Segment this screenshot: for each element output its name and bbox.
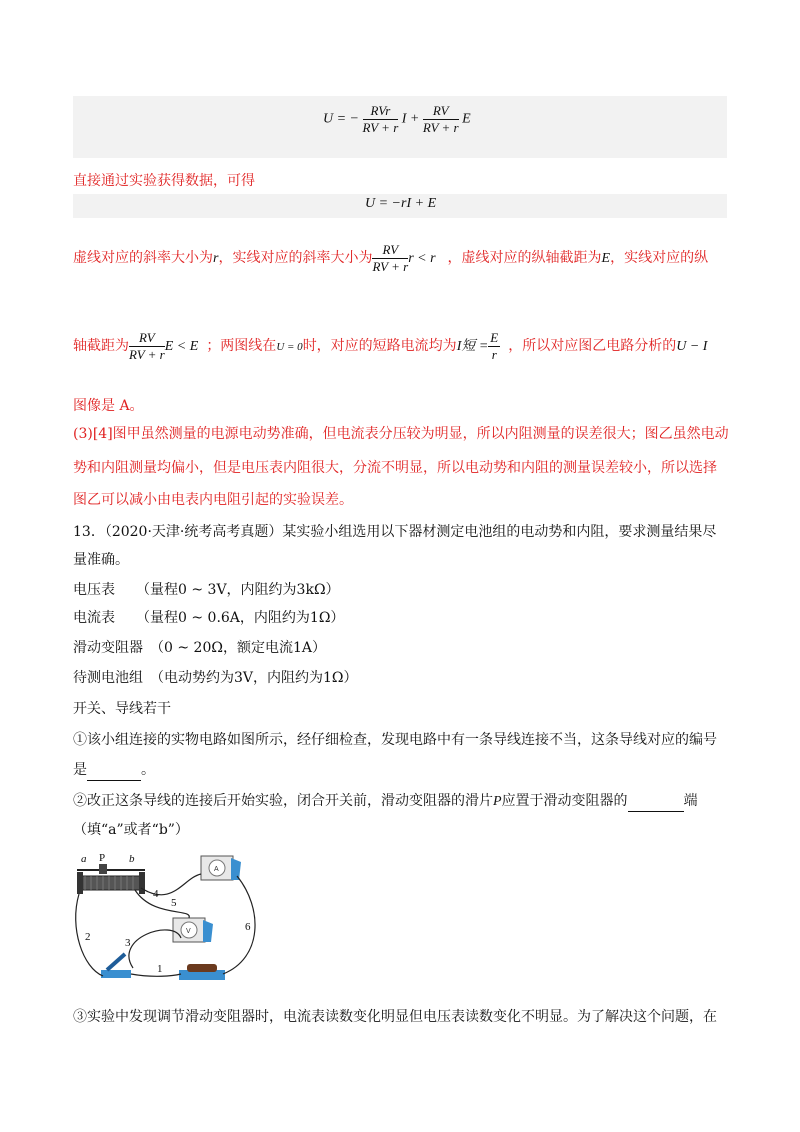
- answer-blank-2[interactable]: [628, 791, 684, 812]
- red2-part2: ，实线对应的斜率大小为: [218, 250, 373, 266]
- equipment-switch-wires: 开关、导线若干: [73, 701, 171, 717]
- red3-frac2-den: r: [491, 346, 497, 362]
- question-13-line-2: 量准确。: [73, 552, 129, 568]
- eq1-frac2-num: RV: [423, 103, 459, 120]
- eq1-tail: E: [462, 111, 471, 127]
- red-text-4: 图像是 A。: [73, 398, 144, 414]
- sub-question-2-end: 端: [683, 793, 698, 809]
- sub-question-1-line-2: [73, 760, 155, 781]
- red3-frac-num: RV: [129, 330, 165, 347]
- equipment-ammeter: 电流表 （量程0 ~ 0.6A，内阻约为1Ω）: [73, 610, 345, 626]
- eq1-fraction-2: [423, 103, 459, 136]
- label-wire-6: 6: [245, 921, 251, 933]
- eq1-mid: I +: [401, 111, 420, 127]
- rheostat-icon: [77, 864, 145, 894]
- label-b: b: [129, 853, 135, 865]
- ammeter-icon: [201, 856, 241, 880]
- red2-part4: ，实线对应的纵: [610, 250, 709, 266]
- red2-fraction: [372, 242, 408, 275]
- label-wire-3: 3: [125, 937, 131, 949]
- red3-ineq: E < E: [164, 339, 199, 354]
- battery-icon: [179, 964, 225, 980]
- label-wire-1: 1: [157, 963, 163, 975]
- equation-box-2: [73, 194, 727, 218]
- red3-cond: U = 0: [276, 341, 303, 353]
- equation-1: [323, 103, 471, 136]
- eq1-lhs: U = −: [323, 111, 360, 127]
- circuit-diagram: [73, 848, 268, 988]
- red-text-6: 势和内阻测量均偏小，但是电压表内阻很大，分流不明显，所以电动势和内阻的测量误差较小，所以选择: [73, 460, 717, 476]
- red-text-2: [73, 232, 708, 284]
- sub-question-2-middle: 应置于滑动变阻器的: [501, 793, 628, 809]
- red2-part1: 虚线对应的斜率大小为: [73, 250, 213, 266]
- sub-question-2-line-2: （填“a”或者“b”）: [73, 822, 189, 838]
- svg-text:A: A: [214, 866, 219, 873]
- sub-question-1-suffix: 。: [141, 762, 155, 778]
- sub-question-1-prefix: 是: [73, 762, 87, 778]
- red2-part3: ，虚线对应的纵轴截距为: [447, 250, 602, 266]
- label-wire-4: 4: [153, 888, 159, 900]
- eq1-frac1-num: RVr: [363, 103, 399, 120]
- question-13-line-1: 13．（2020·天津·统考高考真题）某实验小组选用以下器材测定电池组的电动势和内阻，要求测量结果尽: [73, 524, 717, 540]
- label-a: a: [81, 853, 87, 865]
- sub-question-1-line-1: ①该小组连接的实物电路如图所示，经仔细检查，发现电路中有一条导线连接不当，这条导线对应的编号: [73, 732, 717, 748]
- eq1-frac1-den: RV + r: [362, 120, 399, 135]
- equipment-rheostat: 滑动变阻器 （0 ~ 20Ω，额定电流1A）: [73, 640, 326, 656]
- equation-box-1: [73, 96, 727, 158]
- label-wire-2: 2: [85, 931, 91, 943]
- equipment-voltmeter: 电压表 （量程0 ~ 3V，内阻约为3kΩ）: [73, 582, 340, 598]
- red3-ui: U − I: [676, 339, 708, 354]
- equipment-battery: 待测电池组 （电动势约为3V，内阻约为1Ω）: [73, 670, 358, 686]
- red3-part2: ；两图线在: [206, 338, 277, 354]
- red3-part4: ，所以对应图乙电路分析的: [508, 338, 677, 354]
- sub-question-2-line-1: [73, 791, 698, 812]
- red-text-1: 直接通过实验获得数据，可得: [73, 173, 255, 189]
- red3-frac-den: RV + r: [129, 346, 165, 362]
- red2-frac-num: RV: [372, 242, 408, 259]
- answer-blank-1[interactable]: [87, 760, 141, 781]
- red3-part1: 轴截距为: [73, 338, 129, 354]
- label-wire-5: 5: [171, 897, 177, 909]
- red3-part3: 时，对应的短路电流均为: [302, 338, 457, 354]
- svg-text:V: V: [186, 928, 191, 935]
- red2-r: r: [213, 251, 219, 266]
- slider-P: P: [493, 794, 502, 809]
- equation-2: U = −rI + E: [365, 196, 437, 211]
- red2-ineq: r < r: [408, 251, 436, 266]
- red3-ishort: I短 =: [456, 339, 489, 354]
- sub-question-2-prefix: ②改正这条导线的连接后开始实验，闭合开关前，滑动变阻器的滑片: [73, 793, 493, 809]
- eq1-fraction-1: [363, 103, 399, 136]
- label-P: P: [99, 852, 106, 864]
- sub-question-3-line-1: ③实验中发现调节滑动变阻器时，电流表读数变化明显但电压表读数变化不明显。为了解决这个问题，在: [73, 1009, 717, 1025]
- red-text-3: [73, 320, 707, 372]
- switch-icon: [101, 954, 131, 978]
- red-text-5: (3)[4]图甲虽然测量的电源电动势准确，但电流表分压较为明显，所以内阻测量的误差很大；图乙虽然电动: [73, 426, 729, 442]
- red3-fraction: [129, 330, 165, 363]
- red-text-7: 图乙可以减小由电表内电阻引起的实验误差。: [73, 492, 353, 508]
- red2-frac-den: RV + r: [372, 258, 409, 274]
- red3-fraction-2: [488, 330, 500, 363]
- voltmeter-icon: [173, 918, 213, 942]
- red3-frac2-num: E: [490, 329, 499, 345]
- red2-E: E: [601, 251, 611, 266]
- eq1-frac2-den: RV + r: [422, 120, 459, 135]
